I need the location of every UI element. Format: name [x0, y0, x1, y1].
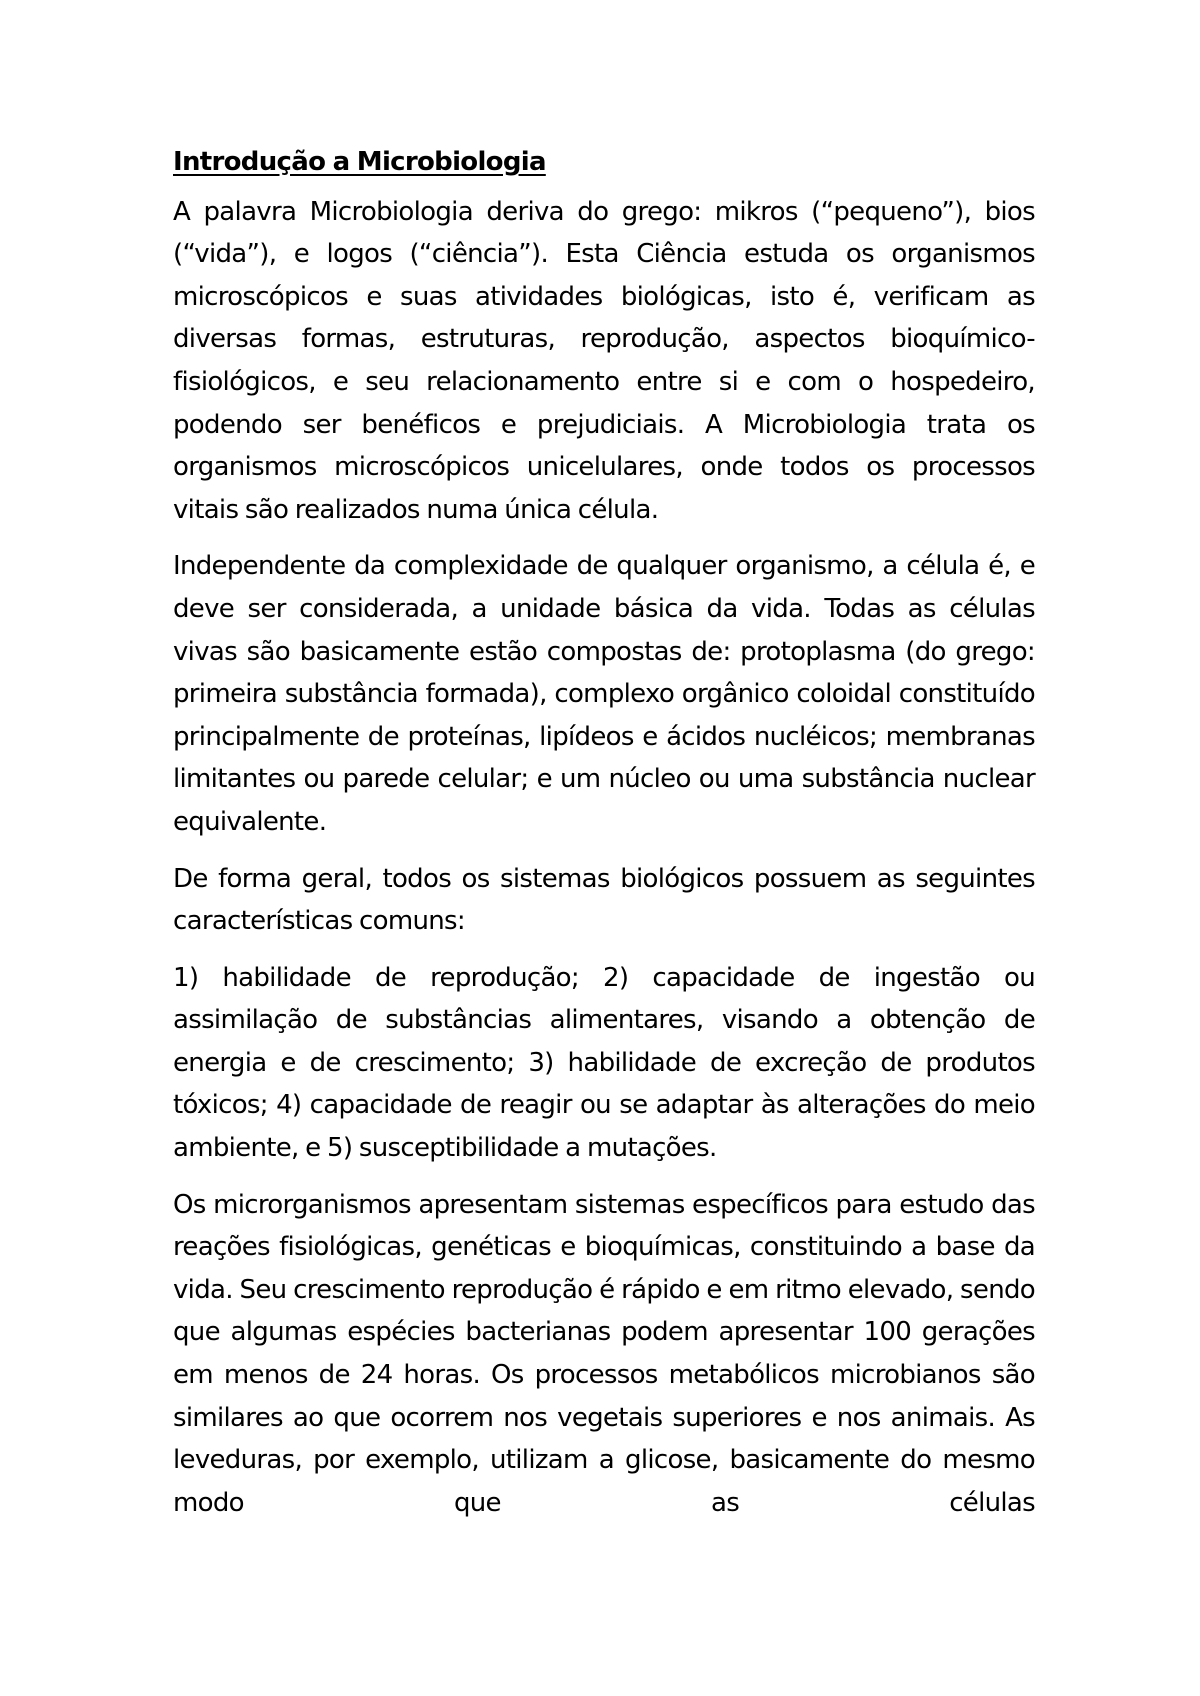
paragraph-characteristics-list: 1) habilidade de reprodução; 2) capacidade de ingestão ou assimilação de substâncias alimentares, visando a obtenção de energia e de crescimento; 3) habilidade de excreção de produtos tóxicos; 4) capacidade de reagir ou se adaptar às alterações do meio ambiente, e 5) susceptibilidade a mutações. [173, 962, 1035, 1164]
paragraph-characteristics-intro: De forma geral, todos os sistemas biológicos possuem as seguintes características comuns: [173, 863, 1035, 937]
paragraph-definition: A palavra Microbiologia deriva do grego: mikros (“pequeno”), bios (“vida”), e logos (“ciência”). Esta Ciência estuda os organismos microscópicos e suas atividades biológicas, isto é, verificam as diversas formas, estruturas, reprodução, aspectos bioquímico-fisiológicos, e seu relacionamento entre si e com o hospedeiro, podendo ser benéficos e prejudiciais. A Microbiologia trata os organismos microscópicos unicelulares, onde todos os processos vitais são realizados numa única célula. [173, 196, 1035, 525]
document-title: Introdução a Microbiologia [173, 147, 546, 177]
paragraph-cell: Independente da complexidade de qualquer organismo, a célula é, e deve ser considerada, a unidade básica da vida. Todas as células vivas são basicamente estão compostas de: protoplasma (do grego: primeira substância formada), complexo orgânico coloidal constituído principalmente de proteínas, lipídeos e ácidos nucléicos; membranas limitantes ou parede celular; e um núcleo ou uma substância nuclear equivalente. [173, 551, 1035, 837]
document-body [173, 141, 1035, 1538]
paragraph-microorganisms: Os microrganismos apresentam sistemas específicos para estudo das reações fisiológicas, genéticas e bioquímicas, constituindo a base da vida. Seu crescimento reprodução é rápido e em ritmo elevado, sendo que algumas espécies bacterianas podem apresentar 100 gerações em menos de 24 horas. Os processos metabólicos microbianos são similares ao que ocorrem nos vegetais superiores e nos animais. As leveduras, por exemplo, utilizam a glicose, basicamente do mesmo modo que as células [173, 1189, 1035, 1518]
